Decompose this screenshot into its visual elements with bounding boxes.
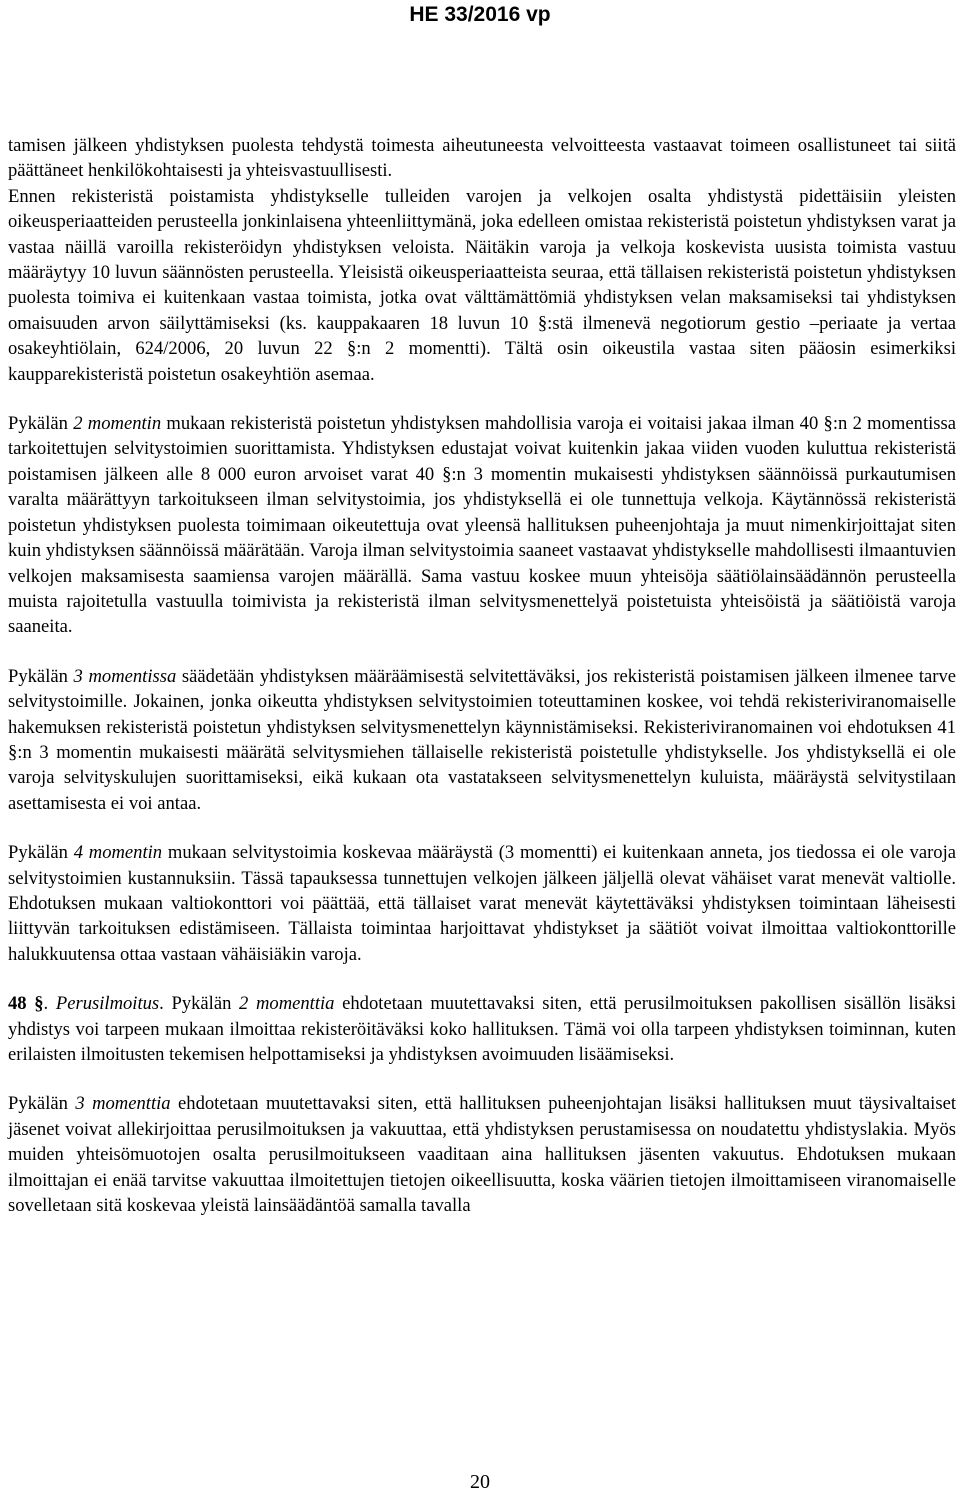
italic-text: 4 momentin [73,842,163,864]
paragraph-section-2-moment [8,411,956,640]
document-header: HE 33/2016 vp [409,3,551,26]
text-segment: ehdotetaan muutettavaksi siten, että hallituksen puheenjohtajan lisäksi hallituksen muut täysivaltaiset jäsenet voivat allekirjoittaa perusilmoituksen ja vakuuttaa, että yhdistyksen perustamisessa on noudatettu yhdistyslakia. Myös muiden yhteisömuotojen osalta perusilmoitukseen vaaditaan aina hallituksen jäsenten vakuutus. Ehdotuksen mukaan ilmoittajan ei enää tarvitse vakuuttaa ilmoitettujen tietojen oikeellisuutta, koska väärien tietojen ilmoittamiseen viranomaiselle sovelletaan sitä koskevaa yleistä lainsäädäntöä samalla tavalla [8,1093,956,1217]
italic-text: 2 momenttia [239,993,335,1015]
text-segment: Pykälän [8,665,74,687]
text-segment: . [43,993,56,1015]
document-body [8,133,956,1242]
text-segment: ehdotetaan muutettavaksi siten, että perusilmoituksen pakollisen sisällön lisäksi yhdistys voi tarpeen mukaan ilmoittaa rekisteröitäväksi koko hallituksen. Tämä voi olla tarpeen yhdistyksen toiminnan, kuten erilaisten ilmoitusten tekemisen helpottamiseksi ja yhdistyksen avoimuuden lisäämiseksi. [8,993,956,1065]
text-segment: Pykälän [8,413,74,435]
bold-text: 48 § [8,993,44,1015]
italic-text: 2 momentin [73,413,162,435]
paragraph-section-4-moment [8,840,956,967]
paragraph-section-3-moment [8,664,956,816]
italic-text: 3 momentissa [73,665,177,687]
page-number: 20 [470,1471,490,1493]
italic-text: Perusilmoitus [55,993,160,1015]
paragraph-section-48-3-moment [8,1091,956,1218]
text-segment: Ennen rekisteristä poistamista yhdistykselle tulleiden varojen ja velkojen osalta yhdistystä pidettäisiin yleisten oikeusperiaatteiden perusteella jonkinlaisena yhteenliittymänä, joka edelleen omistaa rekisteristä poistetun yhdistyksen varat ja vastaa näillä varoilla rekisteröidyn yhdistyksen veloista. Näitäkin varoja ja velkoja koskevista uusista toimista vastuu määräytyy 10 luvun säännösten perusteella. Yleisistä oikeusperiaatteista seuraa, että tällaisen rekisteristä poistetun yhdistyksen puolesta toimiva ei kuitenkaan vastaa toimista, jotka ovat välttämättömiä yhdistyksen velan maksamiseksi tai yhdistyksen omaisuuden arvon säilyttämiseksi (ks. kauppakaaren 18 luvun 10 §:stä ilmenevä negotiorum gestio –periaate ja vertaa osakeyhtiölain, 624/2006, 20 luvun 22 §:n 2 momentti). Tältä osin oikeustila vastaa siten pääosin esimerkiksi kaupparekisteristä poistetun osakeyhtiön asemaa. [8,185,956,385]
text-segment: Pykälän [8,842,74,864]
text-segment: Pykälän [8,1093,76,1115]
paragraph-continuation [8,133,956,184]
paragraph-registry-removal-liability [8,184,956,387]
text-segment: mukaan selvitystoimia koskevaa määräystä (3 momentti) ei kuitenkaan anneta, jos tiedossa ei ole varoja selvitystoimien kustannuksiin. Tässä tapauksessa tunnettujen velkojen jälkeen jäljellä olevat vähäiset varat menevät valtiolle. Ehdotuksen mukaan valtiokonttori voi päättää, että tällaiset varat menevät käytettäväksi yhdistyksen toimintaan läheisesti liittyvän tarkoituksen edistämiseen. Tällaista toimintaa harjoittavat yhdistykset ja säätiöt voivat ilmoittaa valtiokonttorille halukkuutensa ottaa vastaan vähäisiäkin varoja. [8,842,956,965]
text-segment: säädetään yhdistyksen määräämisestä selvitettäväksi, jos rekisteristä poistamisen jälkeen ilmenee tarve selvitystoimille. Jokainen, jonka oikeutta yhdistyksen selvitystoimien toteuttaminen koskee, voi tehdä rekisteriviranomaiselle hakemuksen rekisteristä poistetun yhdistyksen selvitysmenettelyn käynnistämiseksi. Rekisteriviranomainen voi ehdotuksen 41 §:n 3 momentin mukaisesti määrätä selvitysmiehen tällaiselle rekisteristä poistetulle yhdistykselle. Jos yhdistyksellä ei ole varoja selvityskulujen suorittamiseksi, eikä kukaan ota vastatakseen selvitysmenettelyn kuluista, määräystä selvitystilaan asettamisesta ei voi antaa. [8,665,957,814]
text-segment: tamisen jälkeen yhdistyksen puolesta tehdystä toimesta aiheutuneesta velvoitteesta vastaavat toimeen osallistuneet tai siitä päättäneet henkilökohtaisesti ja yhteisvastuullisesti. [8,135,956,182]
paragraph-section-48-perusilmoitus [8,991,956,1067]
text-segment: mukaan rekisteristä poistetun yhdistyksen mahdollisia varoja ei voitaisi jakaa ilman 40 §:n 2 momentissa tarkoitettujen selvitystoimien suorittamista. Yhdistyksen edustajat voivat kuitenkin jakaa viiden vuoden kuluttua rekisteristä poistamisen jälkeen alle 8 000 euron arvoiset varat 40 §:n 3 momentin mukaisesti yhdistyksen säännöissä purkautumisen varalta määrättyyn tarkoitukseen ilman selvitystoimia, jos yhdistyksellä ei ole tunnettuja velkoja. Käytännössä rekisteristä poistetun yhdistyksen puolesta toimimaan oikeutettuja ovat yleensä hallituksen puheenjohtaja ja muut nimenkirjoittajat siten kuin yhdistyksen säännöissä määrätään. Varoja ilman selvitystoimia saaneet vastaavat yhdistykselle mahdollisesti ilmaantuvien velkojen maksamisesta saamiensa varojen määrällä. Sama vastuu koskee muun yhteisöja säätiölainsäädännön perusteella muista rajoitetulla vastuulla toimivista ja rekisteristä ilman selvitysmenettelyä poistetuista yhteisöistä ja säätiöistä varoja saaneita. [8,413,957,638]
text-segment: . Pykälän [159,993,240,1015]
italic-text: 3 momenttia [75,1093,171,1115]
